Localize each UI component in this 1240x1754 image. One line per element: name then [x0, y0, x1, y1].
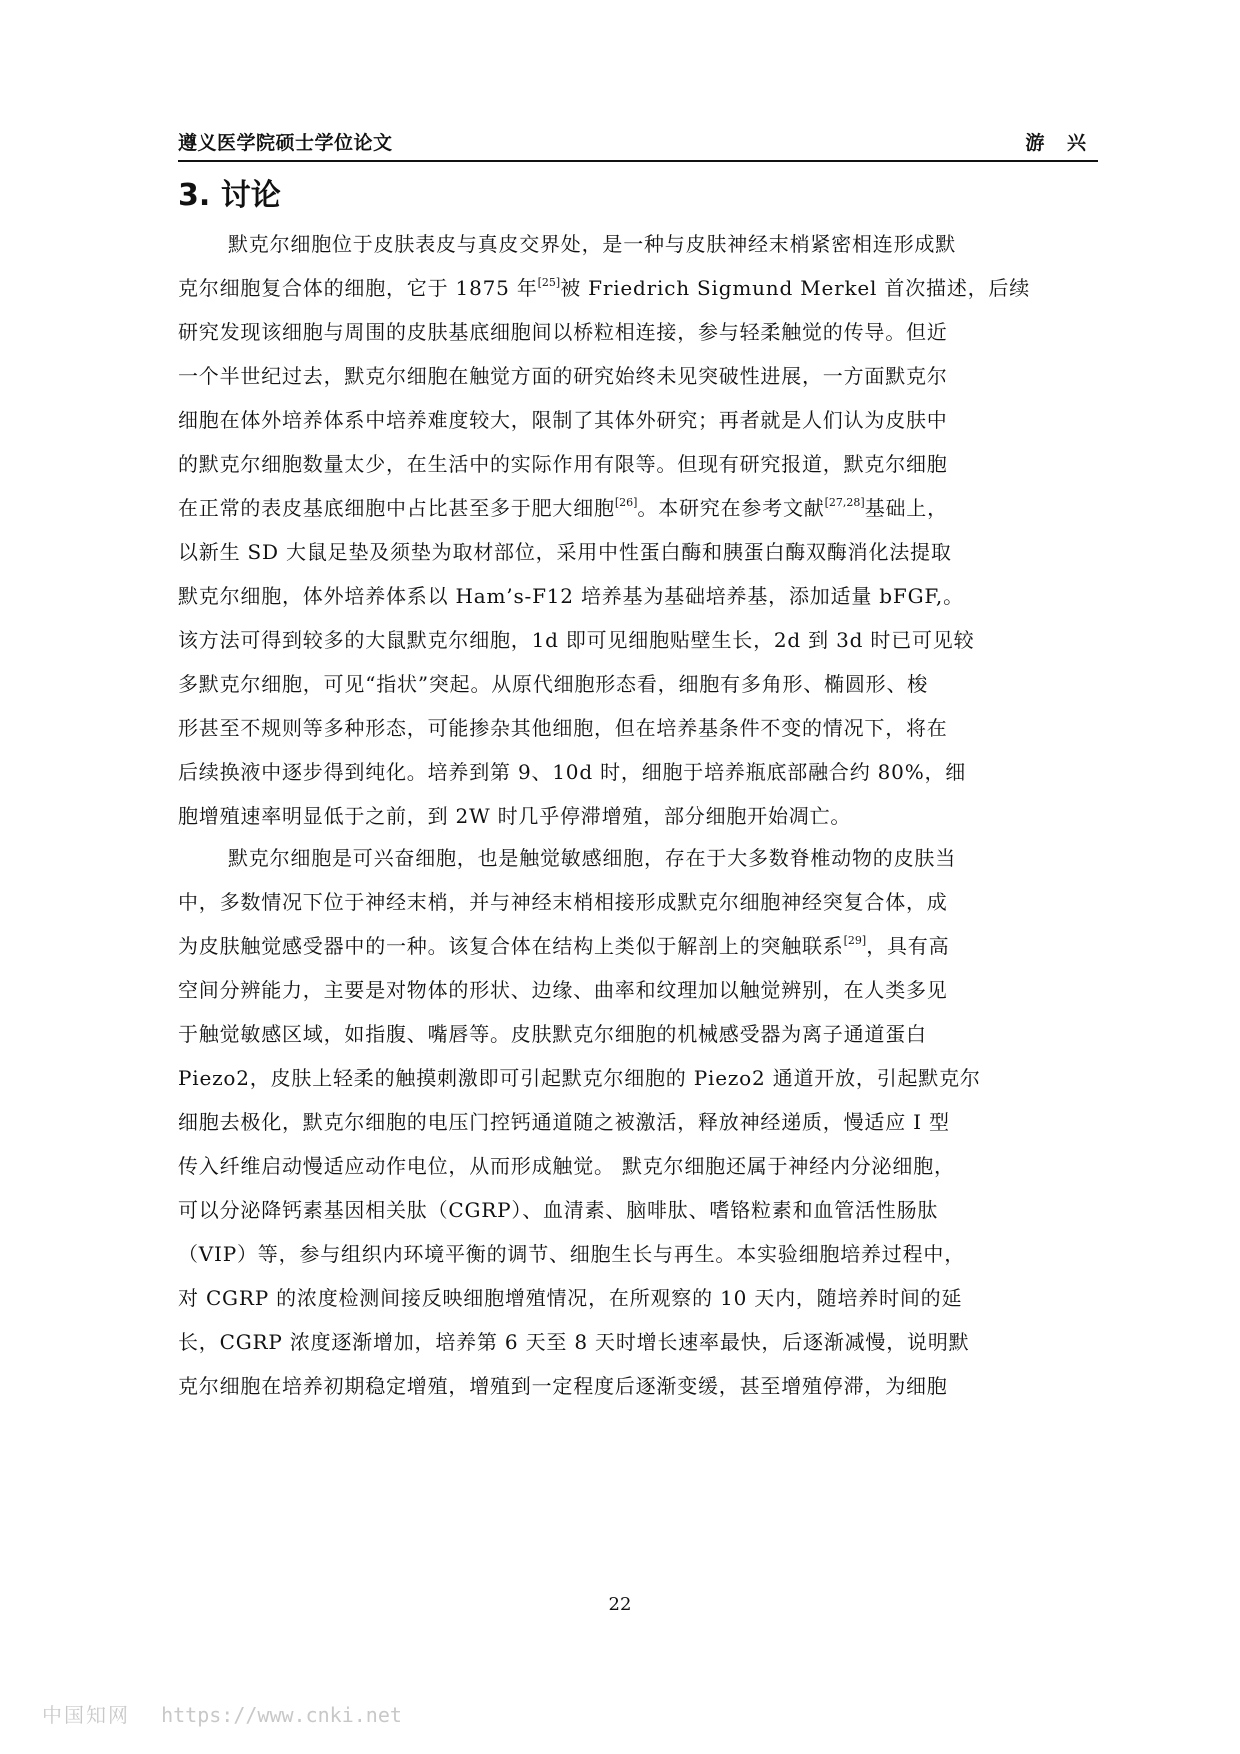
text-line: Piezo2，皮肤上轻柔的触摸刺激即可引起默克尔细胞的 Piezo2 通道开放，引起默克尔: [178, 1066, 981, 1090]
text-line: [178, 486, 948, 530]
text-line: 传入纤维启动慢适应动作电位，从而形成触觉。 默克尔细胞还属于神经内分泌细胞，: [178, 1154, 955, 1178]
text-line: （VIP）等，参与组织内环境平衡的调节、细胞生长与再生。本实验细胞培养过程中，: [178, 1242, 965, 1266]
text-line: 对 CGRP 的浓度检测间接反映细胞增殖情况，在所观察的 10 天内，随培养时间的延: [178, 1286, 963, 1310]
text-line: 空间分辨能力，主要是对物体的形状、边缘、曲率和纹理加以触觉辨别，在人类多见: [178, 978, 948, 1002]
text-line: 以新生 SD 大鼠足垫及须垫为取材部位，采用中性蛋白酶和胰蛋白酶双酶消化法提取: [178, 540, 952, 564]
section-heading: 3. 讨论: [178, 178, 281, 213]
text-line: 胞增殖速率明显低于之前，到 2W 时几乎停滞增殖，部分细胞开始凋亡。: [178, 804, 852, 828]
text-line: [178, 924, 949, 968]
text-line: 克尔细胞在培养初期稳定增殖，增殖到一定程度后逐渐变缓，甚至增殖停滞，为细胞: [178, 1374, 948, 1398]
text-segment: 。本研究在参考文献: [637, 496, 825, 520]
text-segment: 被 Friedrich Sigmund Merkel 首次描述，后续: [560, 276, 1031, 300]
header-thesis-title: 遵义医学院硕士学位论文: [178, 132, 393, 154]
text-line: 的默克尔细胞数量太少，在生活中的实际作用有限等。但现有研究报道，默克尔细胞: [178, 452, 948, 476]
text-line: 默克尔细胞位于皮肤表皮与真皮交界处，是一种与皮肤神经末梢紧密相连形成默: [228, 232, 956, 256]
text-line: 多默克尔细胞，可见“指状”突起。从原代细胞形态看，细胞有多角形、椭圆形、梭: [178, 672, 929, 696]
citation: [26]: [614, 496, 638, 509]
text-line: 中，多数情况下位于神经末梢，并与神经末梢相接形成默克尔细胞神经突复合体，成: [178, 890, 948, 914]
text-line: 默克尔细胞是可兴奋细胞，也是触觉敏感细胞，存在于大多数脊椎动物的皮肤当: [228, 846, 956, 870]
text-line: 长，CGRP 浓度逐渐增加，培养第 6 天至 8 天时增长速率最快，后逐渐减慢，说明默: [178, 1330, 970, 1354]
text-line: 该方法可得到较多的大鼠默克尔细胞，1d 即可见细胞贴壁生长，2d 到 3d 时已可见较: [178, 628, 975, 652]
citation: [27,28]: [824, 496, 865, 509]
text-segment: ，具有高: [866, 934, 950, 958]
page-number: 22: [608, 1594, 632, 1615]
text-segment: 在正常的表皮基底细胞中占比甚至多于肥大细胞: [178, 496, 615, 520]
text-segment: 克尔细胞复合体的细胞，它于 1875 年: [178, 276, 538, 300]
text-line: 形甚至不规则等多种形态，可能掺杂其他细胞，但在培养基条件不变的情况下，将在: [178, 716, 948, 740]
header-author: 游 兴: [1025, 132, 1094, 154]
watermark-url: https://www.cnki.net: [161, 1703, 402, 1727]
text-line: 可以分泌降钙素基因相关肽（CGRP）、血清素、脑啡肽、嗜铬粒素和血管活性肠肽: [178, 1198, 939, 1222]
text-line: 后续换液中逐步得到纯化。培养到第 9、10d 时，细胞于培养瓶底部融合约 80%，细: [178, 760, 967, 784]
cnki-watermark: [42, 1700, 402, 1730]
text-line: 细胞在体外培养体系中培养难度较大，限制了其体外研究；再者就是人们认为皮肤中: [178, 408, 948, 432]
text-line: 研究发现该细胞与周围的皮肤基底细胞间以桥粒相连接，参与轻柔触觉的传导。但近: [178, 320, 948, 344]
text-line: 细胞去极化，默克尔细胞的电压门控钙通道随之被激活，释放神经递质，慢适应 I 型: [178, 1110, 950, 1134]
running-header: [178, 126, 1098, 162]
citation: [25]: [537, 276, 561, 289]
text-line: 于触觉敏感区域，如指腹、嘴唇等。皮肤默克尔细胞的机械感受器为离子通道蛋白: [178, 1022, 927, 1046]
text-line: [178, 266, 1030, 310]
citation: [29]: [843, 934, 867, 947]
text-segment: 基础上，: [864, 496, 948, 520]
watermark-logo-text: 中国知网: [42, 1703, 130, 1727]
text-line: 一个半世纪过去，默克尔细胞在触觉方面的研究始终未见突破性进展，一方面默克尔: [178, 364, 948, 388]
text-line: 默克尔细胞，体外培养体系以 Ham’s-F12 培养基为基础培养基，添加适量 bFGF,。: [178, 584, 964, 608]
text-segment: 为皮肤触觉感受器中的一种。该复合体在结构上类似于解剖上的突触联系: [178, 934, 844, 958]
